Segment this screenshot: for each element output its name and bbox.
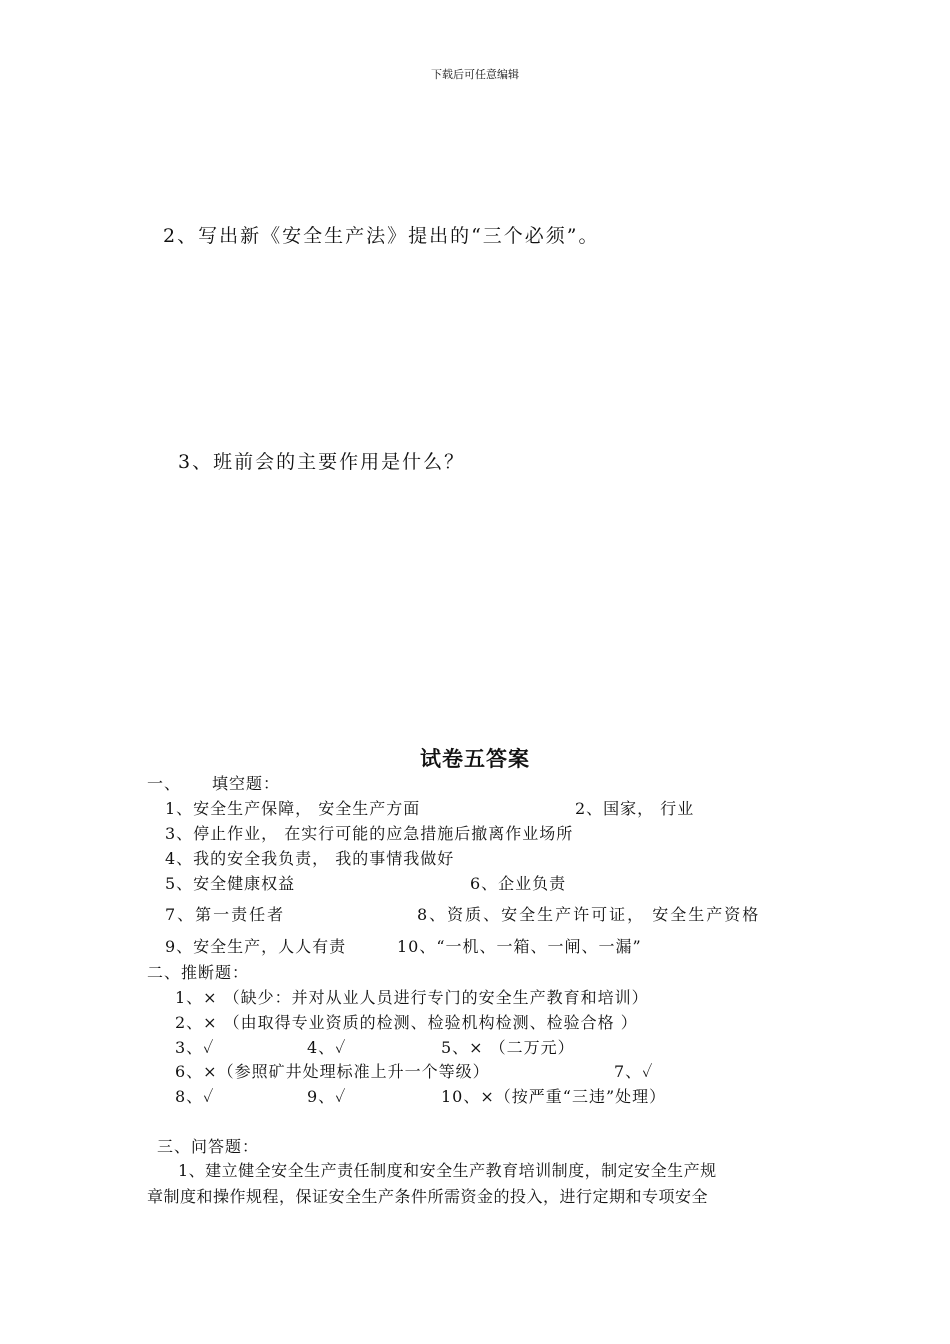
judgment-row: 10、×（按严重“三违”处理）	[441, 1087, 667, 1106]
section-3-heading: 三、问答题：	[157, 1137, 260, 1156]
answer-row: 1、安全生产保障， 安全生产方面	[165, 799, 421, 818]
question-2: 2、写出新《安全生产法》提出的“三个必须”。	[163, 225, 600, 247]
answer-row: 8、资质、安全生产许可证， 安全生产资格	[417, 905, 761, 924]
answer-row: 5、安全健康权益	[165, 874, 296, 893]
answer-paragraph-line: 1、建立健全安全生产责任制度和安全生产教育培训制度，制定安全生产规	[178, 1161, 717, 1180]
judgment-row: 7、✓	[614, 1062, 654, 1081]
judgment-row: 5、× （二万元）	[441, 1038, 575, 1057]
question-3: 3、班前会的主要作用是什么？	[178, 451, 466, 473]
judgment-row: 2、× （由取得专业资质的检测、检验机构检测、检验合格 ）	[175, 1013, 638, 1032]
judgment-row: 9、✓	[307, 1087, 347, 1106]
judgment-row: 1、× （缺少：并对从业人员进行专门的安全生产教育和培训）	[175, 988, 649, 1007]
answer-row: 2、国家， 行业	[575, 799, 695, 818]
answers-title: 试卷五答案	[420, 746, 530, 771]
section-2-heading: 二、推断题：	[147, 963, 250, 982]
answer-row: 4、我的安全我负责， 我的事情我做好	[165, 849, 455, 868]
answer-row: 7、第一责任者	[165, 905, 286, 924]
judgment-row: 8、✓	[175, 1087, 215, 1106]
page-header: 下载后可任意编辑	[431, 68, 519, 81]
judgment-row: 3、✓	[175, 1038, 215, 1057]
section-1-number: 一、	[147, 774, 182, 793]
answer-row: 6、企业负责	[470, 874, 567, 893]
answer-row: 9、安全生产，人人有责	[165, 937, 347, 956]
answer-paragraph-line: 章制度和操作规程，保证安全生产条件所需资金的投入，进行定期和专项安全	[147, 1187, 709, 1206]
answer-row: 10、“一机、一箱、一闸、一漏”	[397, 937, 642, 956]
answer-row: 3、停止作业， 在实行可能的应急措施后撤离作业场所	[165, 824, 574, 843]
judgment-row: 4、✓	[307, 1038, 347, 1057]
section-1-heading: 填空题：	[212, 774, 281, 793]
judgment-row: 6、×（参照矿井处理标准上升一个等级）	[175, 1062, 490, 1081]
